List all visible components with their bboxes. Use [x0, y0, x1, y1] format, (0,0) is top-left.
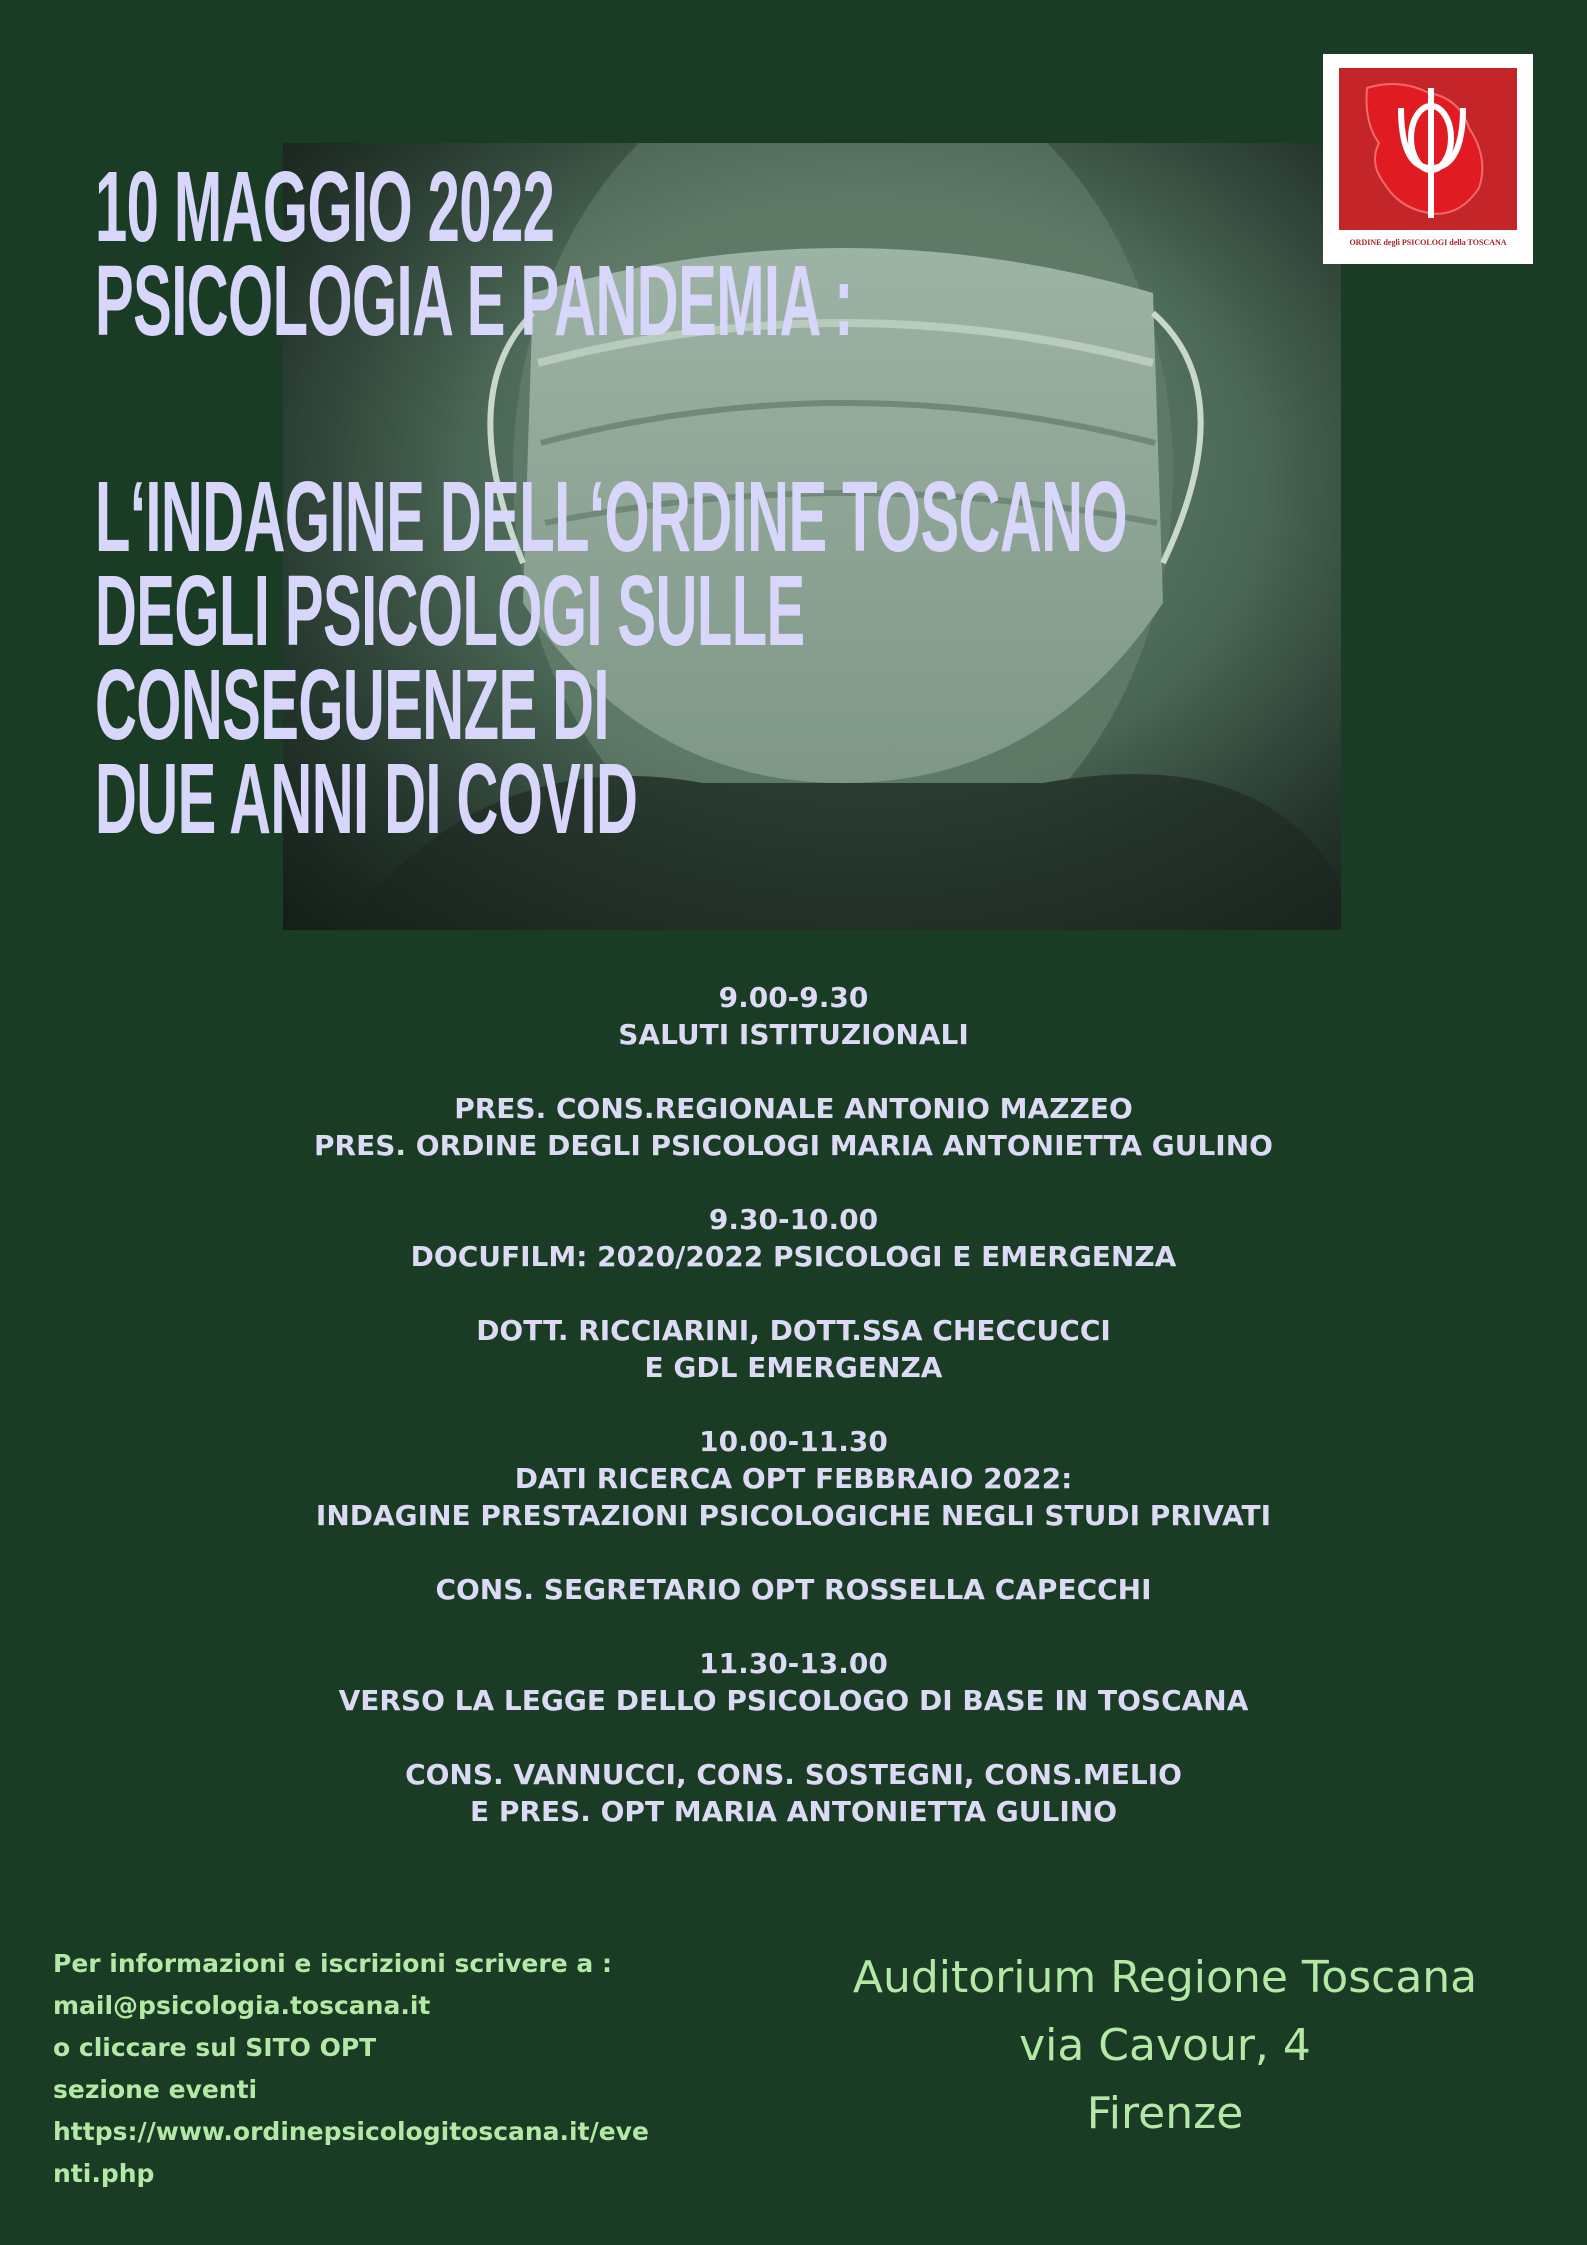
program-time: 11.30-13.00 [699, 1647, 888, 1680]
venue-street: via Cavour, 4 [1019, 2020, 1311, 2071]
program-time: 9.00-9.30 [718, 981, 869, 1014]
program-speaker: CONS. VANNUCCI, CONS. SOSTEGNI, CONS.MELIO [405, 1758, 1182, 1791]
program-speaker: CONS. SEGRETARIO OPT ROSSELLA CAPECCHI [435, 1573, 1152, 1606]
event-program [0, 979, 1587, 1867]
registration-info [53, 1943, 753, 2195]
info-email-link[interactable]: mail@psicologia.toscana.it [53, 1991, 431, 2020]
headline-title: PSICOLOGIA E PANDEMIA : [95, 245, 853, 357]
program-block [0, 1090, 1587, 1164]
psi-tuscany-logo-icon [1339, 68, 1517, 230]
program-block [0, 1645, 1587, 1719]
headline-subtitle-line: CONSEGUENZE DI [95, 649, 609, 761]
headline [95, 151, 1345, 855]
info-url-link[interactable]: https://www.ordinepsicologitoscana.it/eve [53, 2117, 649, 2146]
logo-red-field [1339, 68, 1517, 230]
opt-logo [1323, 54, 1533, 264]
program-speaker: E GDL EMERGENZA [644, 1351, 943, 1384]
headline-date: 10 MAGGIO 2022 [95, 151, 555, 263]
program-block [0, 1756, 1587, 1830]
program-block [0, 979, 1587, 1053]
program-speaker: PRES. CONS.REGIONALE ANTONIO MAZZEO [454, 1092, 1133, 1125]
program-block [0, 1312, 1587, 1386]
program-block [0, 1201, 1587, 1275]
info-section-text: sezione eventi [53, 2075, 258, 2104]
info-url-link-cont[interactable]: nti.php [53, 2159, 155, 2188]
program-topic: DATI RICERCA OPT FEBBRAIO 2022: [514, 1462, 1073, 1495]
program-time: 9.30-10.00 [708, 1203, 879, 1236]
program-time: 10.00-11.30 [699, 1425, 888, 1458]
venue-name: Auditorium Regione Toscana [852, 1952, 1478, 2003]
program-speaker: DOTT. RICCIARINI, DOTT.SSA CHECCUCCI [476, 1314, 1111, 1347]
program-block [0, 1423, 1587, 1534]
program-speaker: E PRES. OPT MARIA ANTONIETTA GULINO [469, 1795, 1118, 1828]
headline-subtitle-line: DUE ANNI DI COVID [95, 743, 638, 855]
venue-address [790, 1944, 1540, 2148]
venue-city: Firenze [1086, 2088, 1244, 2139]
program-block [0, 1571, 1587, 1608]
program-topic: SALUTI ISTITUZIONALI [618, 1018, 969, 1051]
program-topic: INDAGINE PRESTAZIONI PSICOLOGICHE NEGLI STUDI PRIVATI [315, 1499, 1272, 1532]
program-topic: VERSO LA LEGGE DELLO PSICOLOGO DI BASE IN TOSCANA [338, 1684, 1249, 1717]
headline-subtitle-line: DEGLI PSICOLOGI SULLE [95, 555, 805, 667]
headline-subtitle-line: L‘INDAGINE DELL‘ORDINE TOSCANO [95, 461, 1128, 573]
program-topic: DOCUFILM: 2020/2022 PSICOLOGI E EMERGENZA [410, 1240, 1177, 1273]
info-intro: Per informazioni e iscrizioni scrivere a : [53, 1949, 612, 1978]
info-site-text: o cliccare sul SITO OPT [53, 2033, 377, 2062]
logo-caption: ORDINE degli PSICOLOGI della TOSCANA [1349, 238, 1507, 247]
program-speaker: PRES. ORDINE DEGLI PSICOLOGI MARIA ANTONIETTA GULINO [314, 1129, 1273, 1162]
